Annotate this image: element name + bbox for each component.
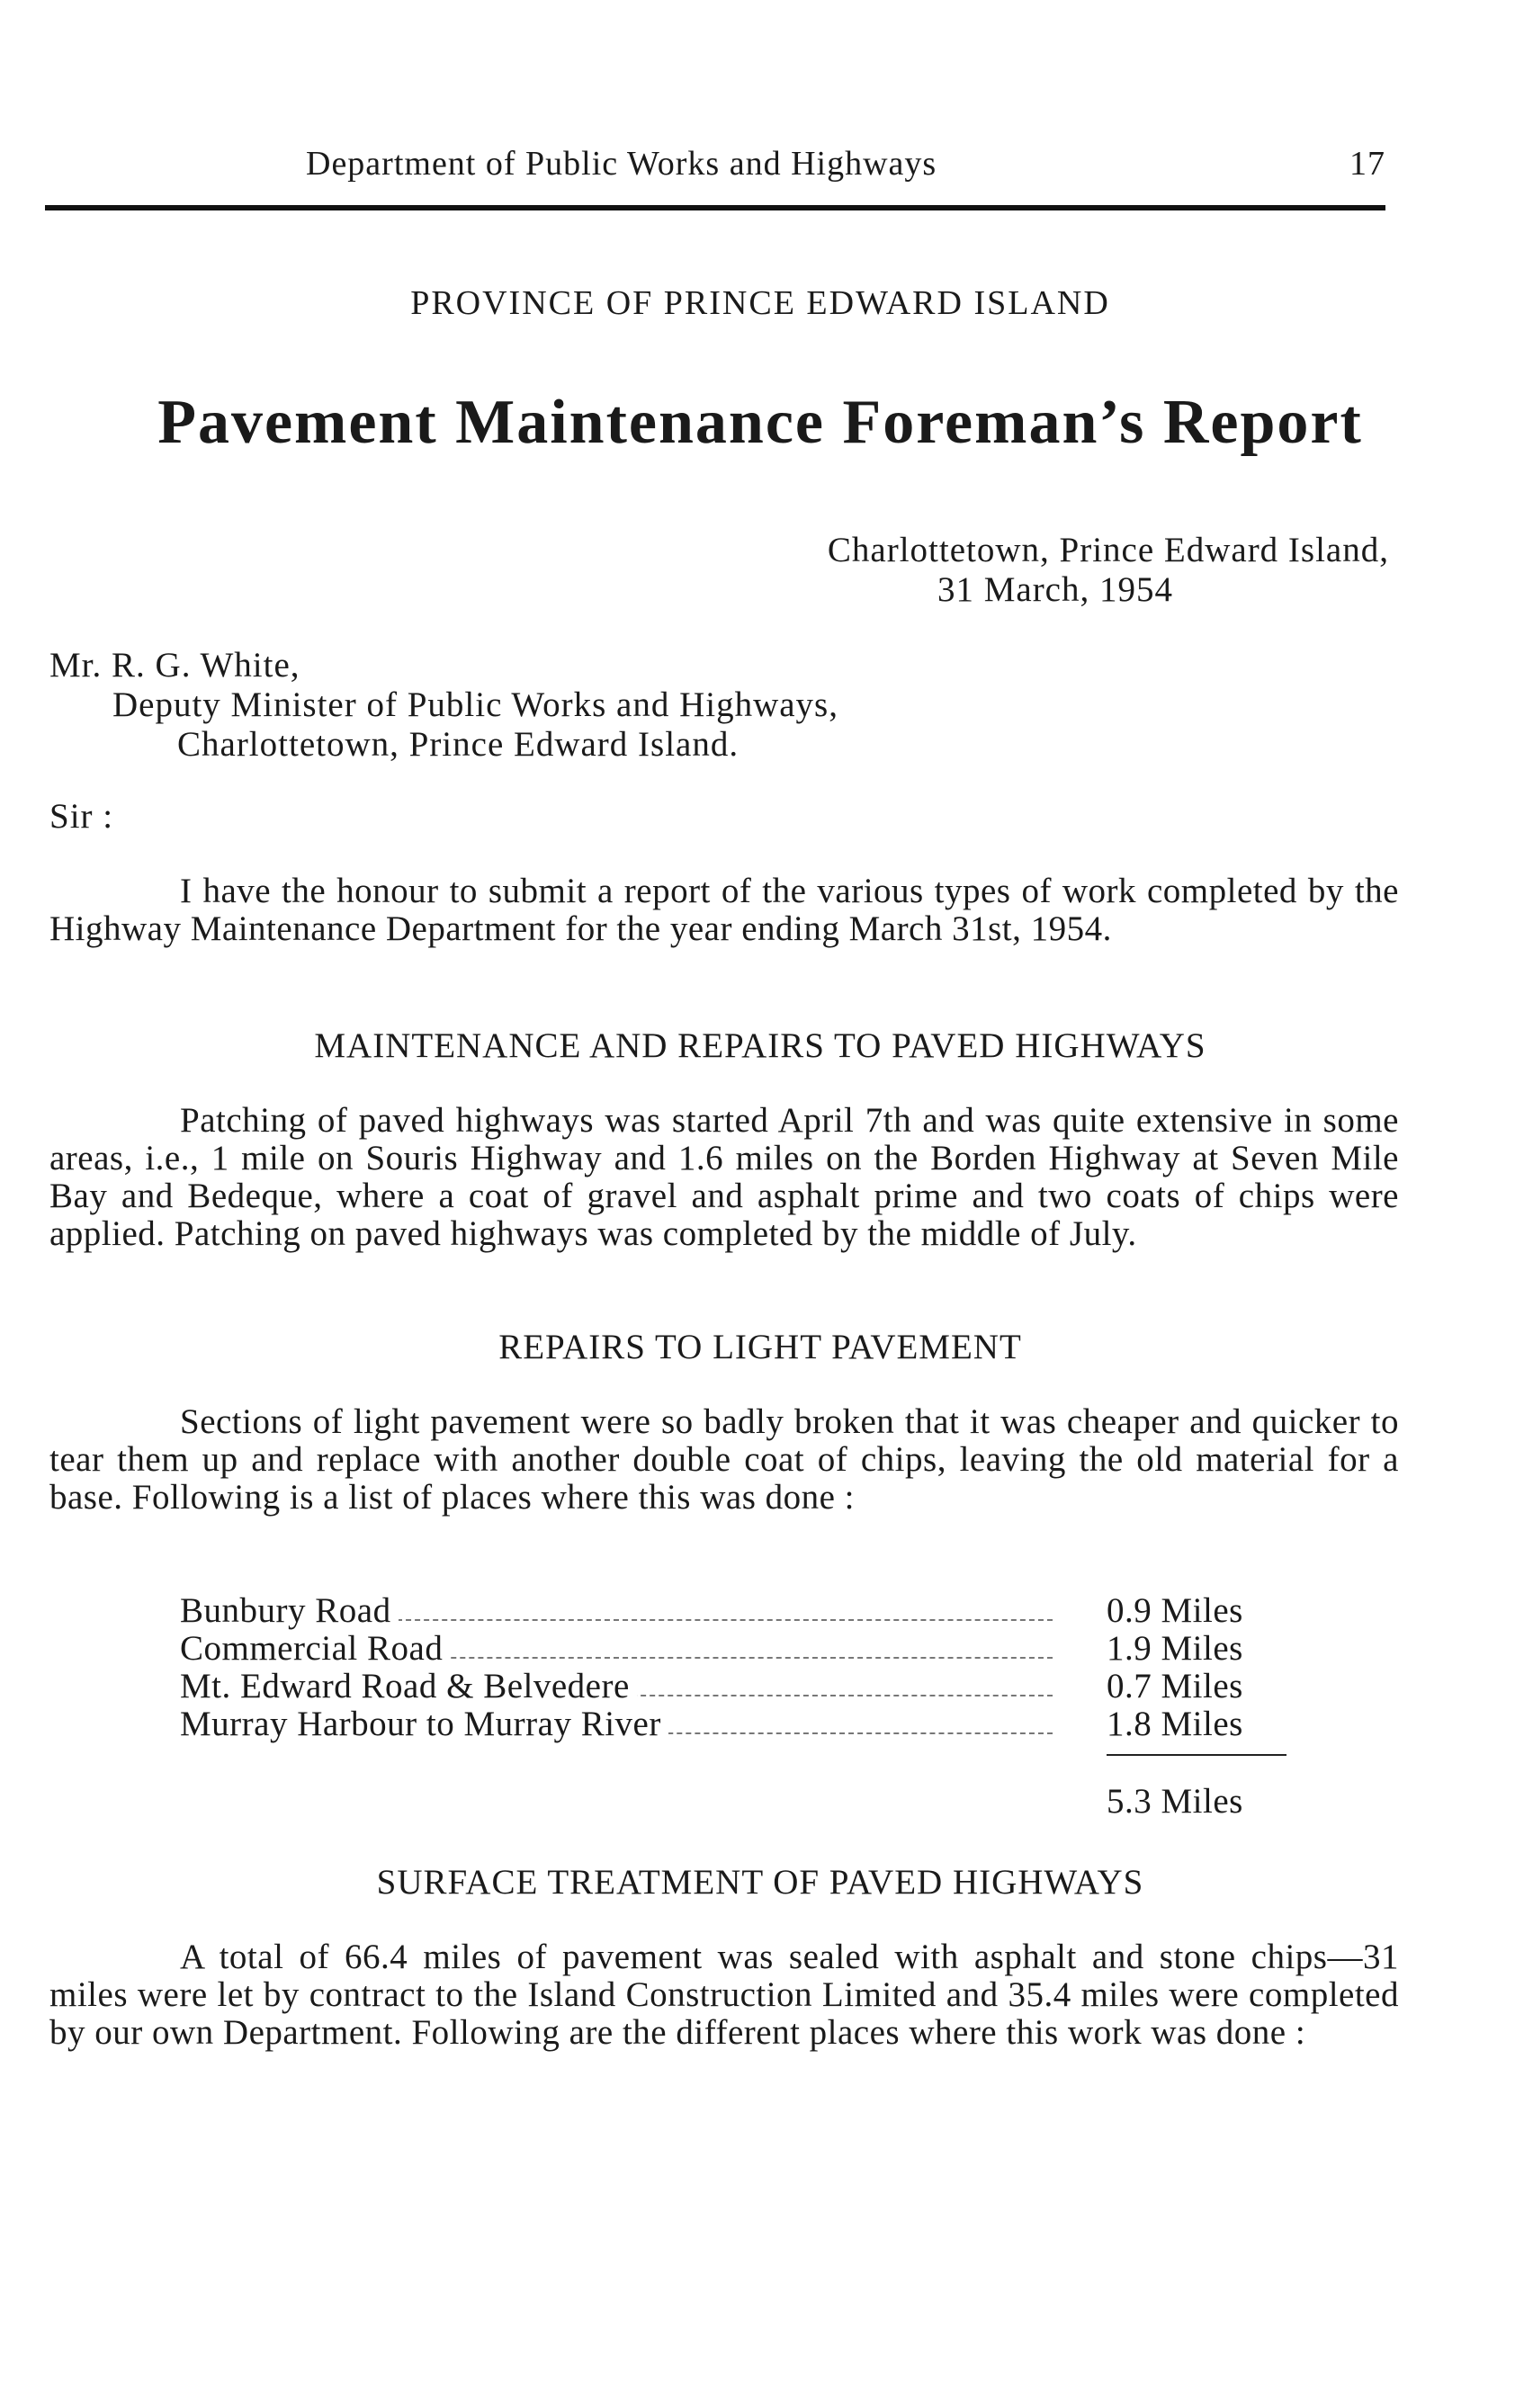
list-item-place: Mt. Edward Road & Belvedere [180,1668,637,1705]
running-header [306,144,1385,198]
sum-rule [1107,1754,1286,1756]
light-pavement-list [180,1592,1286,1743]
intro-paragraph: I have the honour to submit a report of the various types of work completed by the Highway Maintenance Department for the year ending March 31st, 1954. [49,872,1399,948]
list-item-distance: 0.9 Miles [1107,1591,1243,1630]
list-item [180,1705,1286,1743]
addressee-location: Charlottetown, Prince Edward Island. [177,725,740,764]
list-item-distance: 1.8 Miles [1107,1705,1243,1743]
light-pavement-paragraph: Sections of light pavement were so badly broken that it was cheaper and quicker to tear them up and replace with another double coat of chips, leaving the old material for a base. Following is a list of places where this was done : [49,1402,1399,1517]
dateline [828,531,1389,610]
header-rule [45,205,1385,210]
surface-treatment-paragraph: A total of 66.4 miles of pavement was sealed with asphalt and stone chips—31 miles were let by contract to the Island Construction Limited and 35.4 miles were completed by our own Department. Following are the different places where this work was done : [49,1938,1399,2052]
list-item [180,1630,1286,1668]
salutation: Sir : [49,797,114,836]
addressee-block [49,646,838,765]
addressee-title: Deputy Minister of Public Works and Highways, [112,685,838,724]
report-title: Pavement Maintenance Foreman’s Report [157,388,1363,457]
page-number: 17 [1349,145,1385,183]
maintenance-paragraph: Patching of paved highways was started April 7th and was quite extensive in some areas, i.e., 1 mile on Souris Highway and 1.6 miles on the Borden Highway at Seven Mile Bay and Bedeque, where a coat of gravel and asphalt prime and two coats of chips were applied. Patching on paved highways was completed by the middle of July. [49,1101,1399,1253]
list-item-distance: 1.9 Miles [1107,1629,1243,1668]
province-heading: PROVINCE OF PRINCE EDWARD ISLAND [410,284,1110,322]
list-item-place: Bunbury Road [180,1592,399,1630]
dateline-place: Charlottetown, Prince Edward Island, [827,531,1389,569]
running-title: Department of Public Works and Highways [306,145,937,183]
light-pavement-heading: REPAIRS TO LIGHT PAVEMENT [498,1328,1022,1366]
addressee-name: Mr. R. G. White, [49,646,300,685]
maintenance-heading: MAINTENANCE AND REPAIRS TO PAVED HIGHWAYS [314,1026,1206,1065]
list-item-place: Commercial Road [180,1630,450,1668]
list-item-place: Murray Harbour to Murray River [180,1705,668,1743]
list-item [180,1592,1286,1630]
list-item-distance: 0.7 Miles [1107,1667,1243,1705]
dateline-date: 31 March, 1954 [937,570,1173,609]
list-total: 5.3 Miles [1107,1782,1243,1821]
list-item [180,1668,1286,1705]
surface-treatment-heading: SURFACE TREATMENT OF PAVED HIGHWAYS [376,1863,1144,1902]
